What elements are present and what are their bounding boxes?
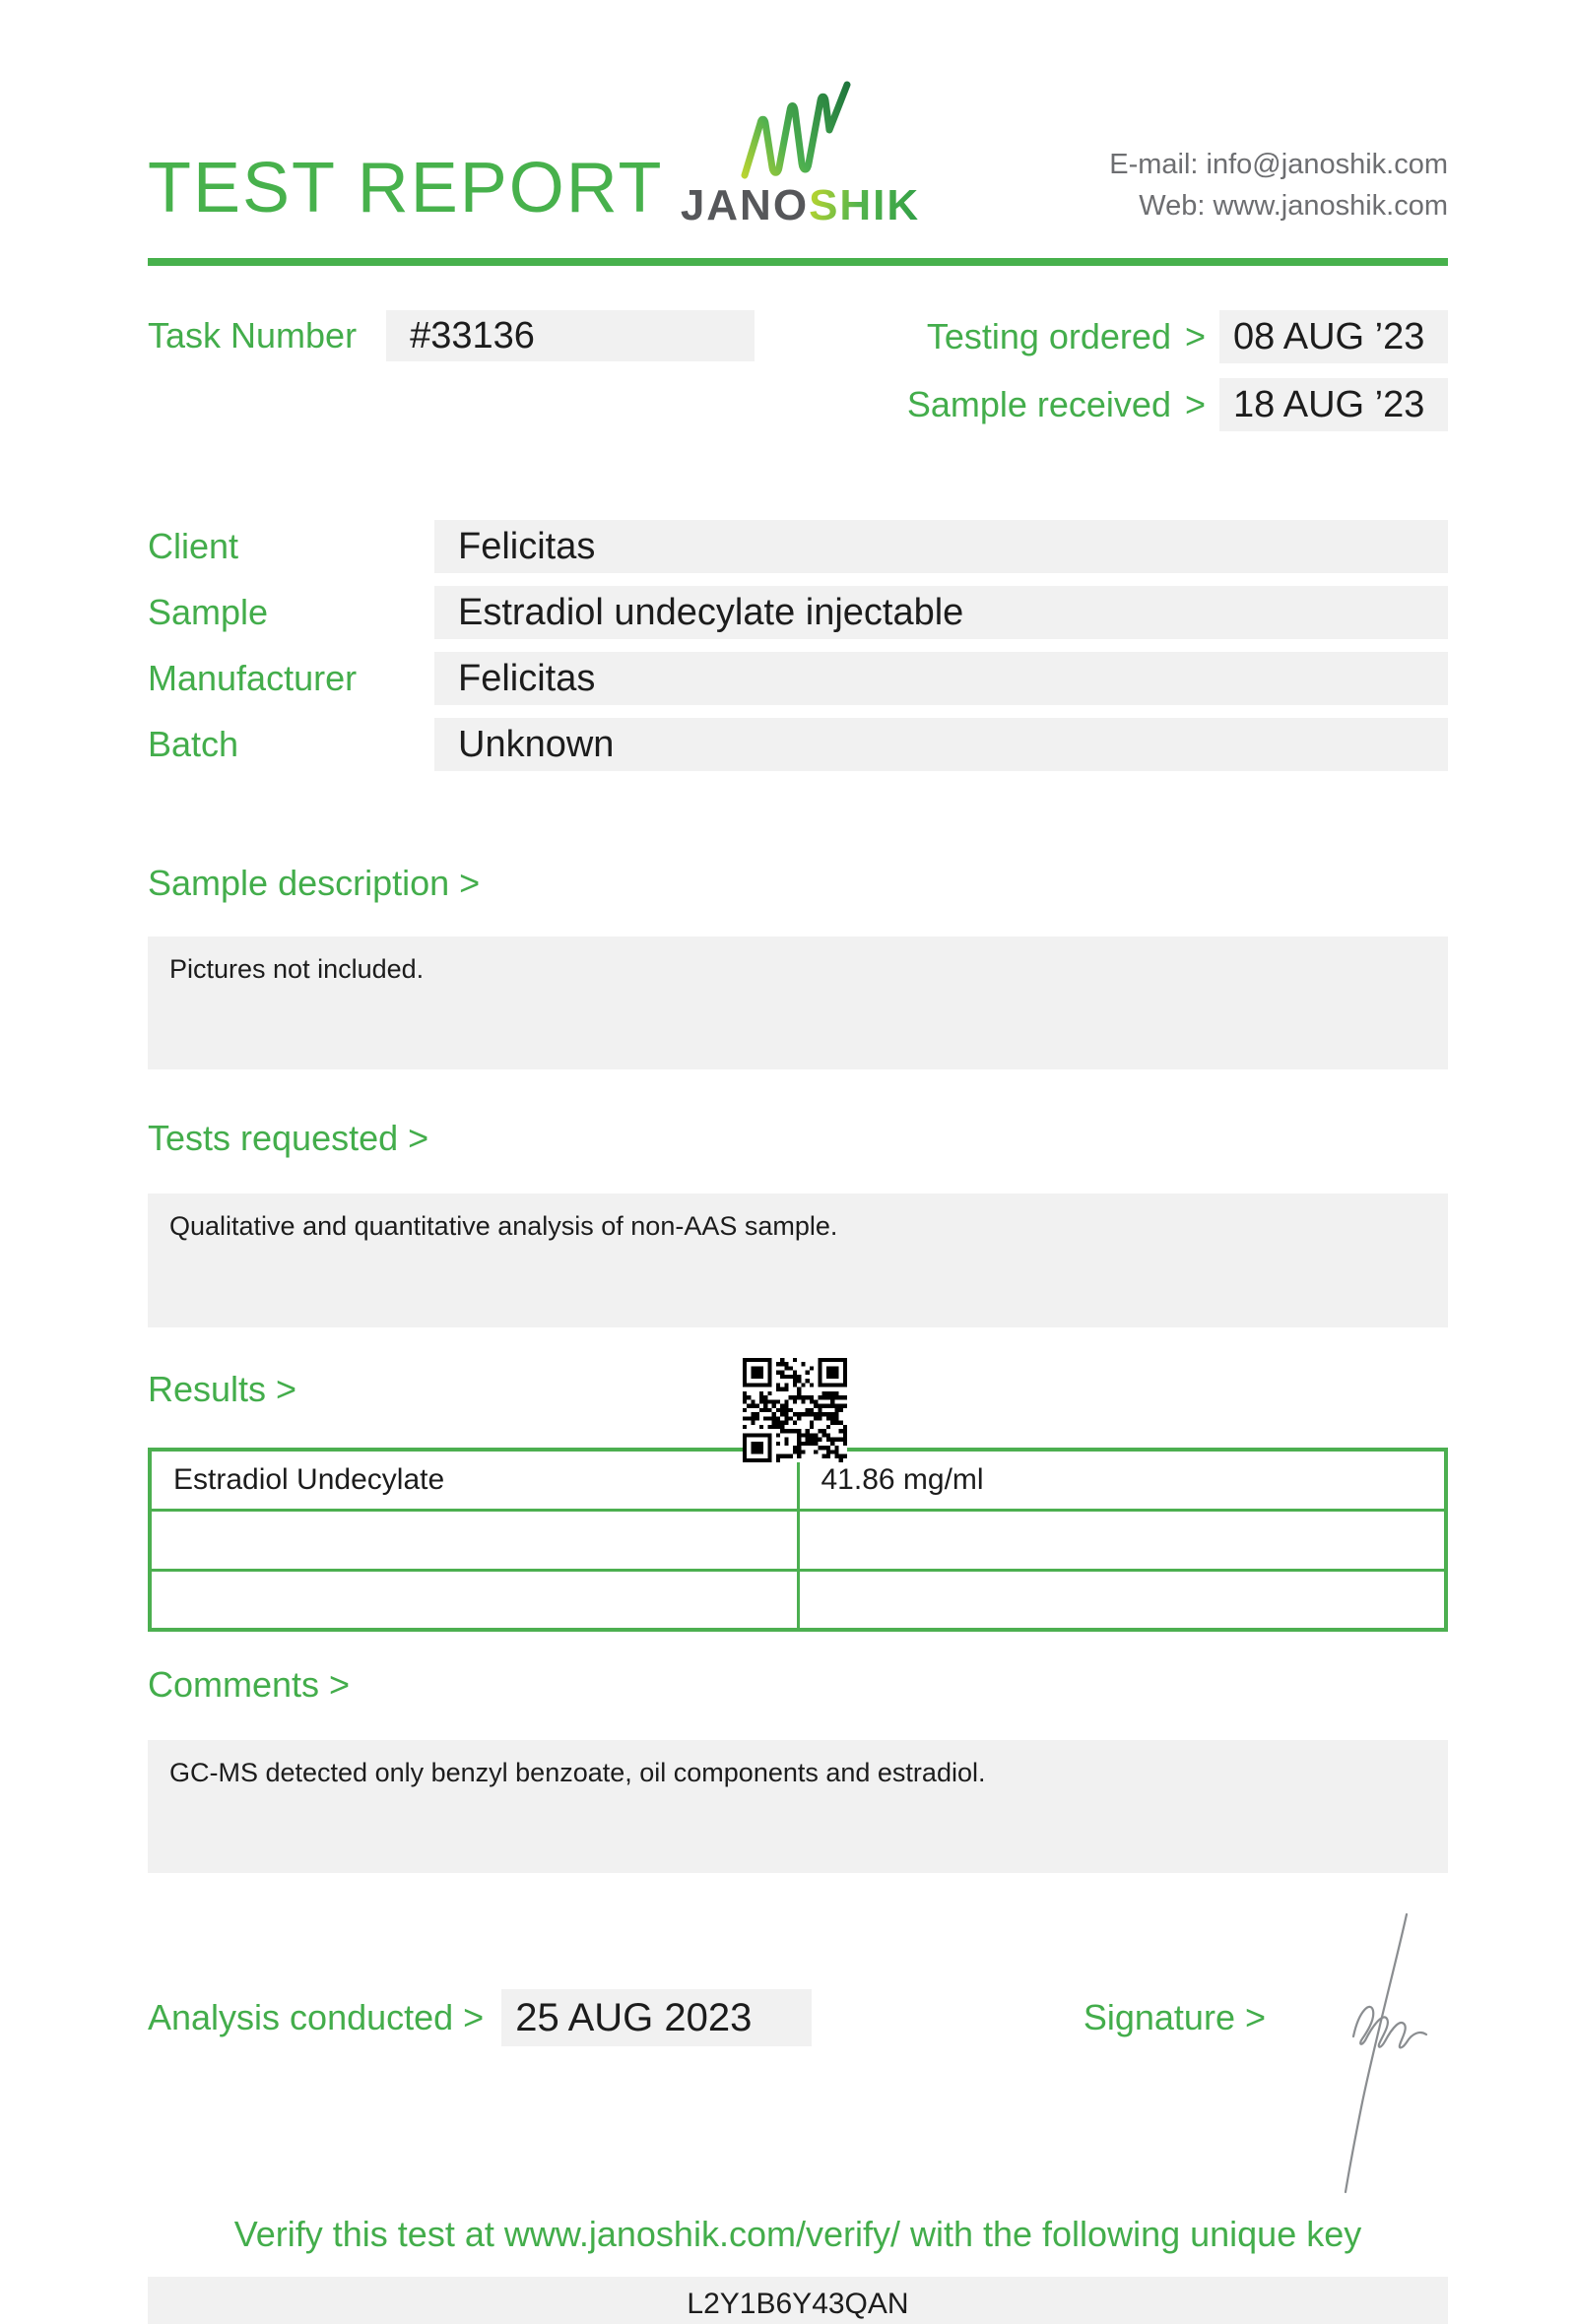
- testing-ordered-row: [907, 310, 1448, 363]
- result-analyte-cell: [150, 1510, 798, 1570]
- results-heading: Results >: [148, 1369, 297, 1409]
- handwritten-signature: [1302, 1910, 1430, 2196]
- result-value-cell: [798, 1510, 1446, 1570]
- comments-box: GC-MS detected only benzyl benzoate, oil components and estradiol.: [148, 1740, 1448, 1873]
- detail-row-manufacturer: [148, 652, 1448, 705]
- sample-description-box: Pictures not included.: [148, 936, 1448, 1069]
- batch-value: Unknown: [434, 718, 1448, 771]
- manufacturer-label: Manufacturer: [148, 658, 358, 698]
- chart-logo-icon: [737, 81, 865, 179]
- header-divider: [148, 258, 1448, 266]
- signature-label: Signature >: [1083, 1997, 1266, 2037]
- qr-code: [743, 1358, 847, 1462]
- results-row: [150, 1570, 1446, 1630]
- sample-received-arrow: >: [1184, 384, 1206, 424]
- detail-row-batch: [148, 718, 1448, 771]
- report-header: [0, 0, 1576, 310]
- testing-ordered-arrow: >: [1184, 316, 1206, 356]
- contact-block: [1109, 144, 1448, 226]
- sample-received-label: Sample received: [906, 384, 1171, 424]
- verify-instruction: Verify this test at www.janoshik.com/verify/ with the following unique key: [233, 2214, 1362, 2254]
- client-label: Client: [148, 526, 239, 566]
- detail-row-client: [148, 520, 1448, 573]
- dates-column: [907, 310, 1448, 431]
- analysis-signature-row: [148, 1989, 1448, 2046]
- testing-ordered-value: 08 AUG ’23: [1219, 310, 1448, 363]
- tests-requested-box: Qualitative and quantitative analysis of non-AAS sample.: [148, 1194, 1448, 1327]
- detail-row-sample: [148, 586, 1448, 639]
- task-number-row: [148, 310, 755, 361]
- results-table: [148, 1448, 1448, 1632]
- logo-text-jano: JANO: [680, 181, 810, 229]
- result-value-cell: 41.86 mg/ml: [798, 1450, 1446, 1510]
- verify-key: L2Y1B6Y43QAN: [148, 2277, 1448, 2324]
- manufacturer-value: Felicitas: [434, 652, 1448, 705]
- task-number-value: #33136: [386, 310, 755, 361]
- sample-description-heading: Sample description >: [148, 863, 481, 903]
- analysis-date-value: 25 AUG 2023: [501, 1989, 812, 2046]
- contact-web: Web: www.janoshik.com: [1139, 190, 1448, 223]
- result-analyte-cell: [150, 1570, 798, 1630]
- result-value-cell: [798, 1570, 1446, 1630]
- comments-heading: Comments >: [148, 1664, 351, 1705]
- results-section: [148, 1370, 1448, 1632]
- sample-label: Sample: [148, 592, 269, 632]
- client-value: Felicitas: [434, 520, 1448, 573]
- meta-section: [148, 310, 1448, 431]
- result-analyte-cell: Estradiol Undecylate: [150, 1450, 798, 1510]
- sample-received-row: [907, 378, 1448, 431]
- report-body: [0, 310, 1576, 2324]
- tests-requested-heading: Tests requested >: [148, 1118, 429, 1158]
- testing-ordered-label: Testing ordered: [926, 316, 1171, 356]
- results-row: [150, 1510, 1446, 1570]
- contact-email: E-mail: info@janoshik.com: [1109, 149, 1448, 180]
- task-number-label: Task Number: [148, 315, 358, 355]
- batch-label: Batch: [148, 724, 239, 764]
- analysis-conducted-label: Analysis conducted >: [148, 1997, 485, 2037]
- page-title: TEST REPORT: [148, 149, 664, 227]
- logo-text-shik: SHIK: [809, 181, 921, 229]
- sample-value: Estradiol undecylate injectable: [434, 586, 1448, 639]
- logo-wordmark: [675, 181, 926, 230]
- details-section: [148, 520, 1448, 771]
- janoshik-logo: [675, 81, 926, 230]
- sample-received-value: 18 AUG ’23: [1219, 378, 1448, 431]
